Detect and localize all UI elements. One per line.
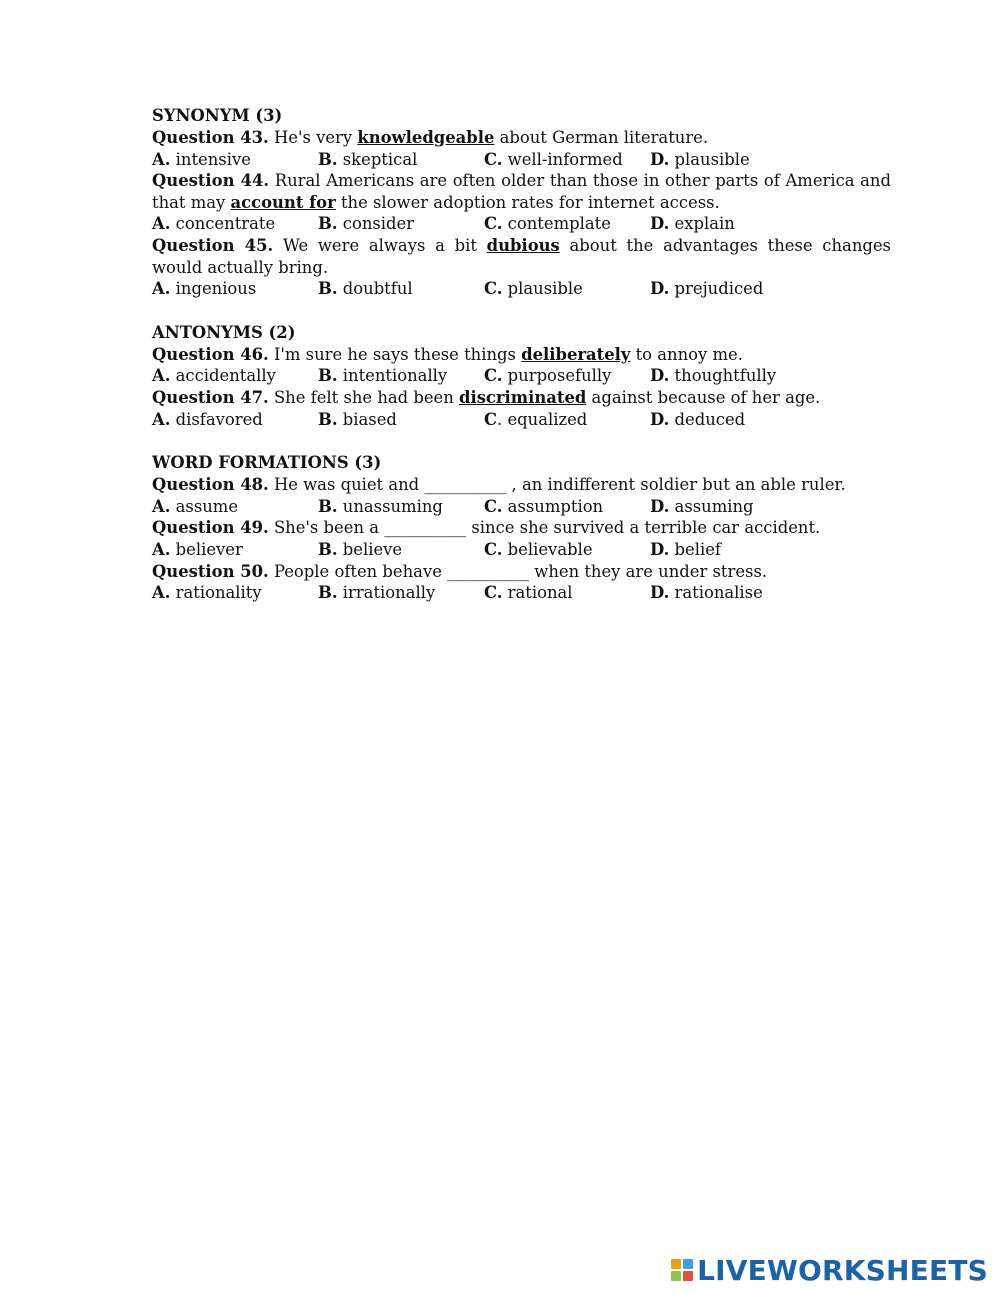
options-47 xyxy=(152,409,891,431)
option-a[interactable]: A. rationality xyxy=(152,583,262,603)
option-a[interactable]: A. assume xyxy=(152,496,239,516)
question-49: Question 49. She's been a __________ since she survived a terrible car accident. xyxy=(152,518,821,538)
option-b[interactable]: B. skeptical xyxy=(318,149,418,169)
option-a[interactable]: A. intensive xyxy=(152,149,251,169)
option-c[interactable]: C. contemplate xyxy=(484,214,611,234)
option-d[interactable]: D. deduced xyxy=(650,409,746,429)
option-c[interactable]: C. believable xyxy=(484,539,593,559)
option-a[interactable]: A. disfavored xyxy=(152,409,263,429)
option-d[interactable]: D. thoughtfully xyxy=(650,366,777,386)
option-a[interactable]: A. ingenious xyxy=(152,279,257,299)
question-44: Question 44. Rural Americans are often older than those in other parts of America and that may account for the slower adoption rates for internet access. xyxy=(152,171,891,212)
options-48 xyxy=(152,496,891,518)
option-c[interactable]: C. well-informed xyxy=(484,149,623,169)
option-d[interactable]: D. explain xyxy=(650,214,735,234)
keyword: discriminated xyxy=(459,387,587,407)
option-c[interactable]: C. plausible xyxy=(484,279,583,299)
logo-square-e xyxy=(683,1271,693,1281)
option-b[interactable]: B. biased xyxy=(318,409,397,429)
keyword: dubious xyxy=(486,235,560,255)
options-46 xyxy=(152,365,891,387)
keyword: knowledgeable xyxy=(357,128,495,147)
option-a[interactable]: A. believer xyxy=(152,539,243,559)
options-44 xyxy=(152,213,891,235)
option-b[interactable]: B. consider xyxy=(318,214,415,234)
option-d[interactable]: D. rationalise xyxy=(650,583,763,603)
logo-square-i xyxy=(683,1259,693,1269)
question-45: Question 45. We were always a bit dubious about the advantages these changes would actually bring. xyxy=(152,235,891,277)
logo-square-v xyxy=(671,1271,681,1281)
question-48: Question 48. He was quiet and __________ , an indifferent soldier but an able ruler. xyxy=(152,475,846,495)
options-50 xyxy=(152,582,891,604)
logo-square-l xyxy=(671,1259,681,1269)
section-heading-word-formations: WORD FORMATIONS (3) xyxy=(152,453,382,473)
options-43 xyxy=(152,149,891,171)
logo-mark-icon xyxy=(671,1259,693,1281)
options-49 xyxy=(152,539,891,561)
option-d[interactable]: D. assuming xyxy=(650,496,754,516)
liveworksheets-logo[interactable] xyxy=(671,1253,988,1287)
question-47: Question 47. She felt she had been discriminated against because of her age. xyxy=(152,387,821,407)
keyword: account for xyxy=(230,192,336,212)
option-d[interactable]: D. belief xyxy=(650,539,721,559)
option-a[interactable]: A. concentrate xyxy=(152,214,276,234)
worksheet xyxy=(152,105,891,604)
section-heading-synonym: SYNONYM (3) xyxy=(152,106,283,125)
option-c[interactable]: C. assumption xyxy=(484,496,604,516)
option-d[interactable]: D. prejudiced xyxy=(650,279,764,299)
option-b[interactable]: B. believe xyxy=(318,539,403,559)
option-a[interactable]: A. accidentally xyxy=(152,366,276,386)
keyword: deliberately xyxy=(521,344,631,364)
option-b[interactable]: B. doubtful xyxy=(318,279,413,299)
option-b[interactable]: B. intentionally xyxy=(318,366,448,386)
option-d[interactable]: D. plausible xyxy=(650,149,750,169)
option-b[interactable]: B. irrationally xyxy=(318,583,436,603)
options-45 xyxy=(152,278,891,300)
question-43: Question 43. He's very knowledgeable about German literature. xyxy=(152,128,709,147)
option-b[interactable]: B. unassuming xyxy=(318,496,443,516)
option-c[interactable]: C. equalized xyxy=(484,409,588,429)
logo-text: LIVEWORKSHEETS xyxy=(697,1253,988,1287)
option-c[interactable]: C. rational xyxy=(484,583,573,603)
section-heading-antonyms: ANTONYMS (2) xyxy=(152,322,296,342)
option-c[interactable]: C. purposefully xyxy=(484,366,612,386)
question-46: Question 46. I'm sure he says these things deliberately to annoy me. xyxy=(152,344,743,364)
question-50: Question 50. People often behave __________ when they are under stress. xyxy=(152,561,768,581)
